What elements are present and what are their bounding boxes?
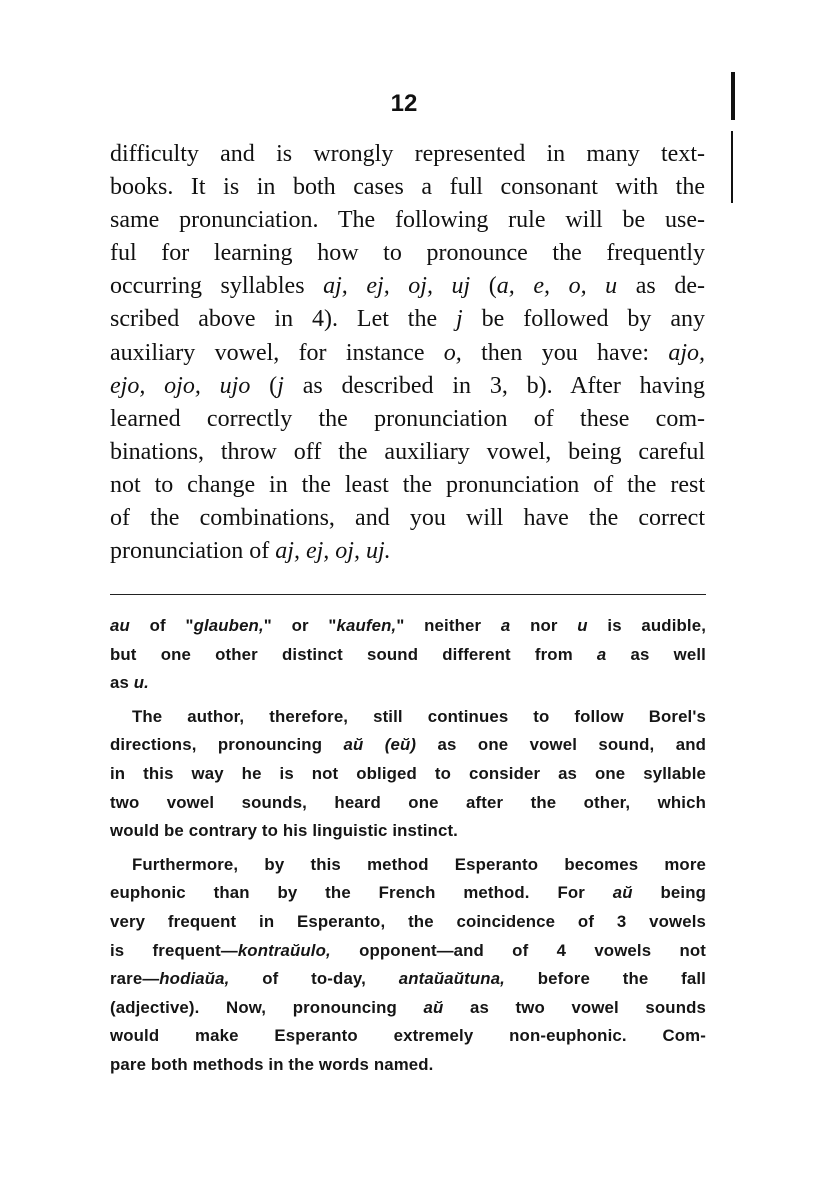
italic-term: aj, ej, oj, uj	[323, 273, 471, 300]
italic-term: o,	[443, 339, 462, 366]
footnote-line: Furthermore, by this method Esperanto becomes more	[132, 854, 706, 874]
italic-term: ejo, ojo, ujo	[110, 372, 251, 399]
footnote-line: two vowel sounds, heard one after the other, which	[110, 792, 706, 812]
text-line: auxiliary vowel, for instance o, then you have: ajo,	[110, 339, 705, 366]
footnote-line: (adjective). Now, pronouncing aŭ as two vowel sounds	[110, 997, 706, 1017]
margin-mark	[731, 72, 735, 120]
footnote-line: euphonic than by the French method. For aŭ being	[110, 883, 707, 903]
italic-term: aŭ (eŭ)	[343, 735, 417, 755]
footnote-line: but one other distinct sound different from a as well	[110, 644, 706, 664]
italic-term: j	[456, 306, 463, 333]
italic-term: u	[577, 616, 588, 635]
italic-term: aj, ej, oj, uj.	[275, 538, 391, 565]
footnote-line: in this way he is not obliged to consider as one syllable	[110, 763, 706, 783]
text-line: binations, throw off the auxiliary vowel, being careful	[110, 438, 705, 465]
text-line: learned correctly the pronunciation of these com-	[110, 405, 705, 432]
footnote-line: very frequent in Esperanto, the coincidence of 3 vowels	[110, 911, 706, 931]
footnote-line: pare both methods in the words named.	[110, 1054, 434, 1074]
text-line: books. It is in both cases a full consonant with the	[110, 174, 705, 201]
page-number: 12	[390, 90, 418, 117]
italic-term: hodiaŭa,	[159, 969, 230, 989]
italic-term: j	[277, 372, 284, 399]
italic-term: a	[596, 644, 607, 664]
text-line: ful for learning how to pronounce the frequently	[110, 240, 705, 267]
text-line: not to change in the least the pronunciation of the rest	[110, 471, 705, 498]
text-line: occurring syllables aj, ej, oj, uj (a, e, o, u as de-	[110, 273, 705, 300]
italic-term: au	[110, 616, 130, 635]
body-paragraph	[110, 138, 705, 568]
footnote-line: is frequent—kontraŭulo, opponent—and of 4 vowels not	[110, 940, 706, 960]
footnote-line: as u.	[110, 673, 149, 693]
margin-mark	[731, 131, 733, 203]
italic-term: a	[500, 616, 511, 635]
text-line: pronunciation of aj, ej, oj, uj.	[110, 538, 391, 565]
italic-term: kontraŭulo,	[237, 940, 331, 960]
footnote-divider	[110, 594, 706, 595]
italic-term: aŭ	[612, 883, 633, 903]
italic-term: a, e, o, u	[496, 273, 618, 300]
italic-term: aŭ	[423, 997, 444, 1017]
footnote-line: directions, pronouncing aŭ (eŭ) as one vowel sound, and	[110, 735, 706, 755]
text-line: same pronunciation. The following rule will be use-	[110, 207, 705, 234]
footnote-block	[110, 612, 706, 1080]
footnote-line: rare—hodiaŭa, of to-day, antaŭaŭtuna, before the fall	[110, 969, 706, 989]
footnote-line: would make Esperanto extremely non-euphonic. Com-	[110, 1026, 706, 1046]
footnote-line: au of "glauben," or "kaufen," neither a nor u is audible,	[110, 616, 707, 635]
text-line: of the combinations, and you will have the correct	[110, 505, 705, 532]
text-line: difficulty and is wrongly represented in many text-	[110, 141, 705, 167]
italic-term: ajo,	[668, 339, 705, 366]
footnote-line: would be contrary to his linguistic instinct.	[110, 821, 458, 841]
italic-term: u.	[133, 673, 149, 693]
italic-term: antaŭaŭtuna,	[398, 969, 505, 989]
footnote-line: The author, therefore, still continues to follow Borel's	[132, 706, 706, 726]
italic-term: glauben,	[193, 616, 264, 635]
text-line: scribed above in 4). Let the j be followed by any	[110, 306, 705, 333]
italic-term: kaufen,	[336, 616, 397, 635]
text-line: ejo, ojo, ujo (j as described in 3, b). After having	[110, 372, 705, 399]
